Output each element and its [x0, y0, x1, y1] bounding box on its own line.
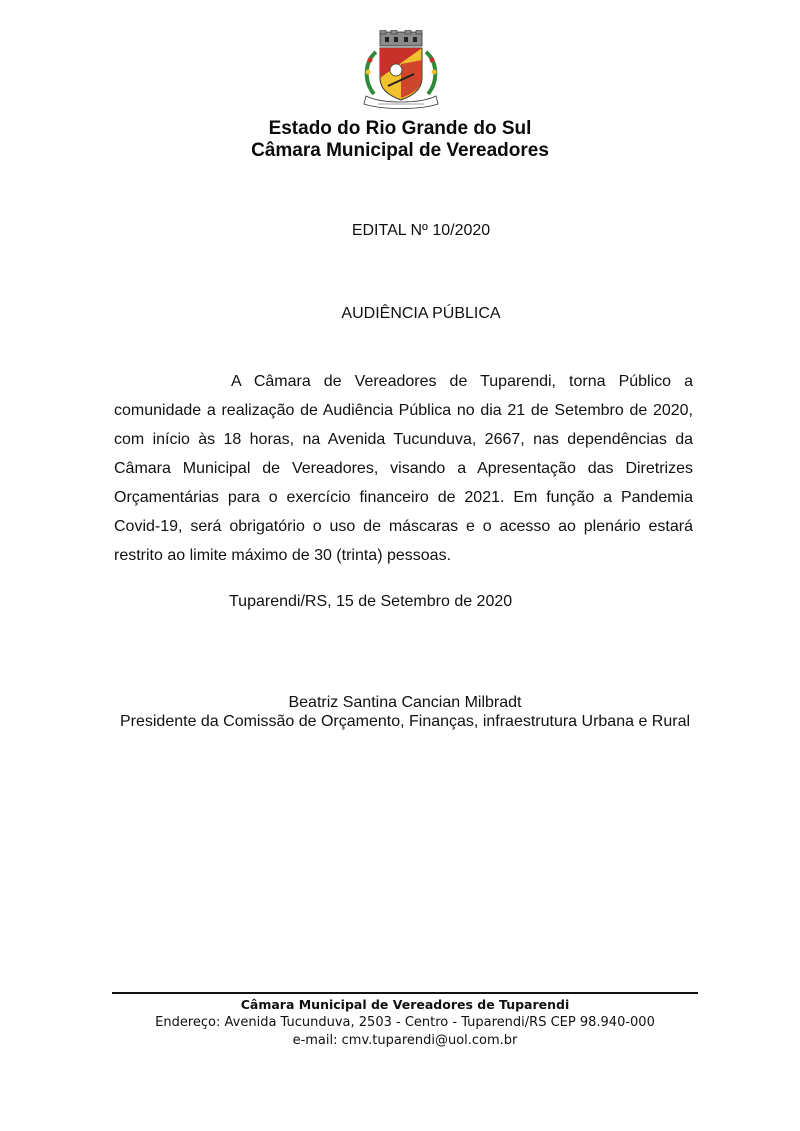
footer-divider — [112, 992, 698, 994]
document-subject: AUDIÊNCIA PÚBLICA — [341, 305, 501, 322]
header-state: Estado do Rio Grande do Sul — [268, 118, 532, 139]
edital-number: EDITAL Nº 10/2020 — [351, 222, 491, 239]
footer-email: e-mail: cmv.tuparendi@uol.com.br — [292, 1033, 518, 1048]
place-date: Tuparendi/RS, 15 de Setembro de 2020 — [229, 593, 513, 610]
signer-name: Beatriz Santina Cancian Milbradt — [288, 694, 522, 711]
header-chamber: Câmara Municipal de Vereadores — [251, 140, 549, 161]
signer-role: Presidente da Comissão de Orçamento, Finanças, infraestrutura Urbana e Rural — [119, 713, 691, 730]
body-paragraph: A Câmara de Vereadores de Tuparendi, torna Público a comunidade a realização de Audiência Pública no dia 21 de Setembro de 2020, com início às 18 horas, na Avenida Tucunduva, 2667, nas dependências da Câmara Municipal de Vereadores, visando a Apresentação das Diretrizes Orçamentárias para o exercício financeiro de 2021. Em função a Pandemia Covid-19, será obrigatório o uso de máscaras e o acesso ao plenário estará restrito ao limite máximo de 30 (trinta) pessoas. — [114, 373, 693, 564]
coat-of-arms-icon — [358, 30, 444, 110]
footer-address: Endereço: Avenida Tucunduva, 2503 - Centro - Tuparendi/RS CEP 98.940-000 — [155, 1015, 655, 1030]
footer-institution: Câmara Municipal de Vereadores de Tuparendi — [240, 997, 570, 1012]
